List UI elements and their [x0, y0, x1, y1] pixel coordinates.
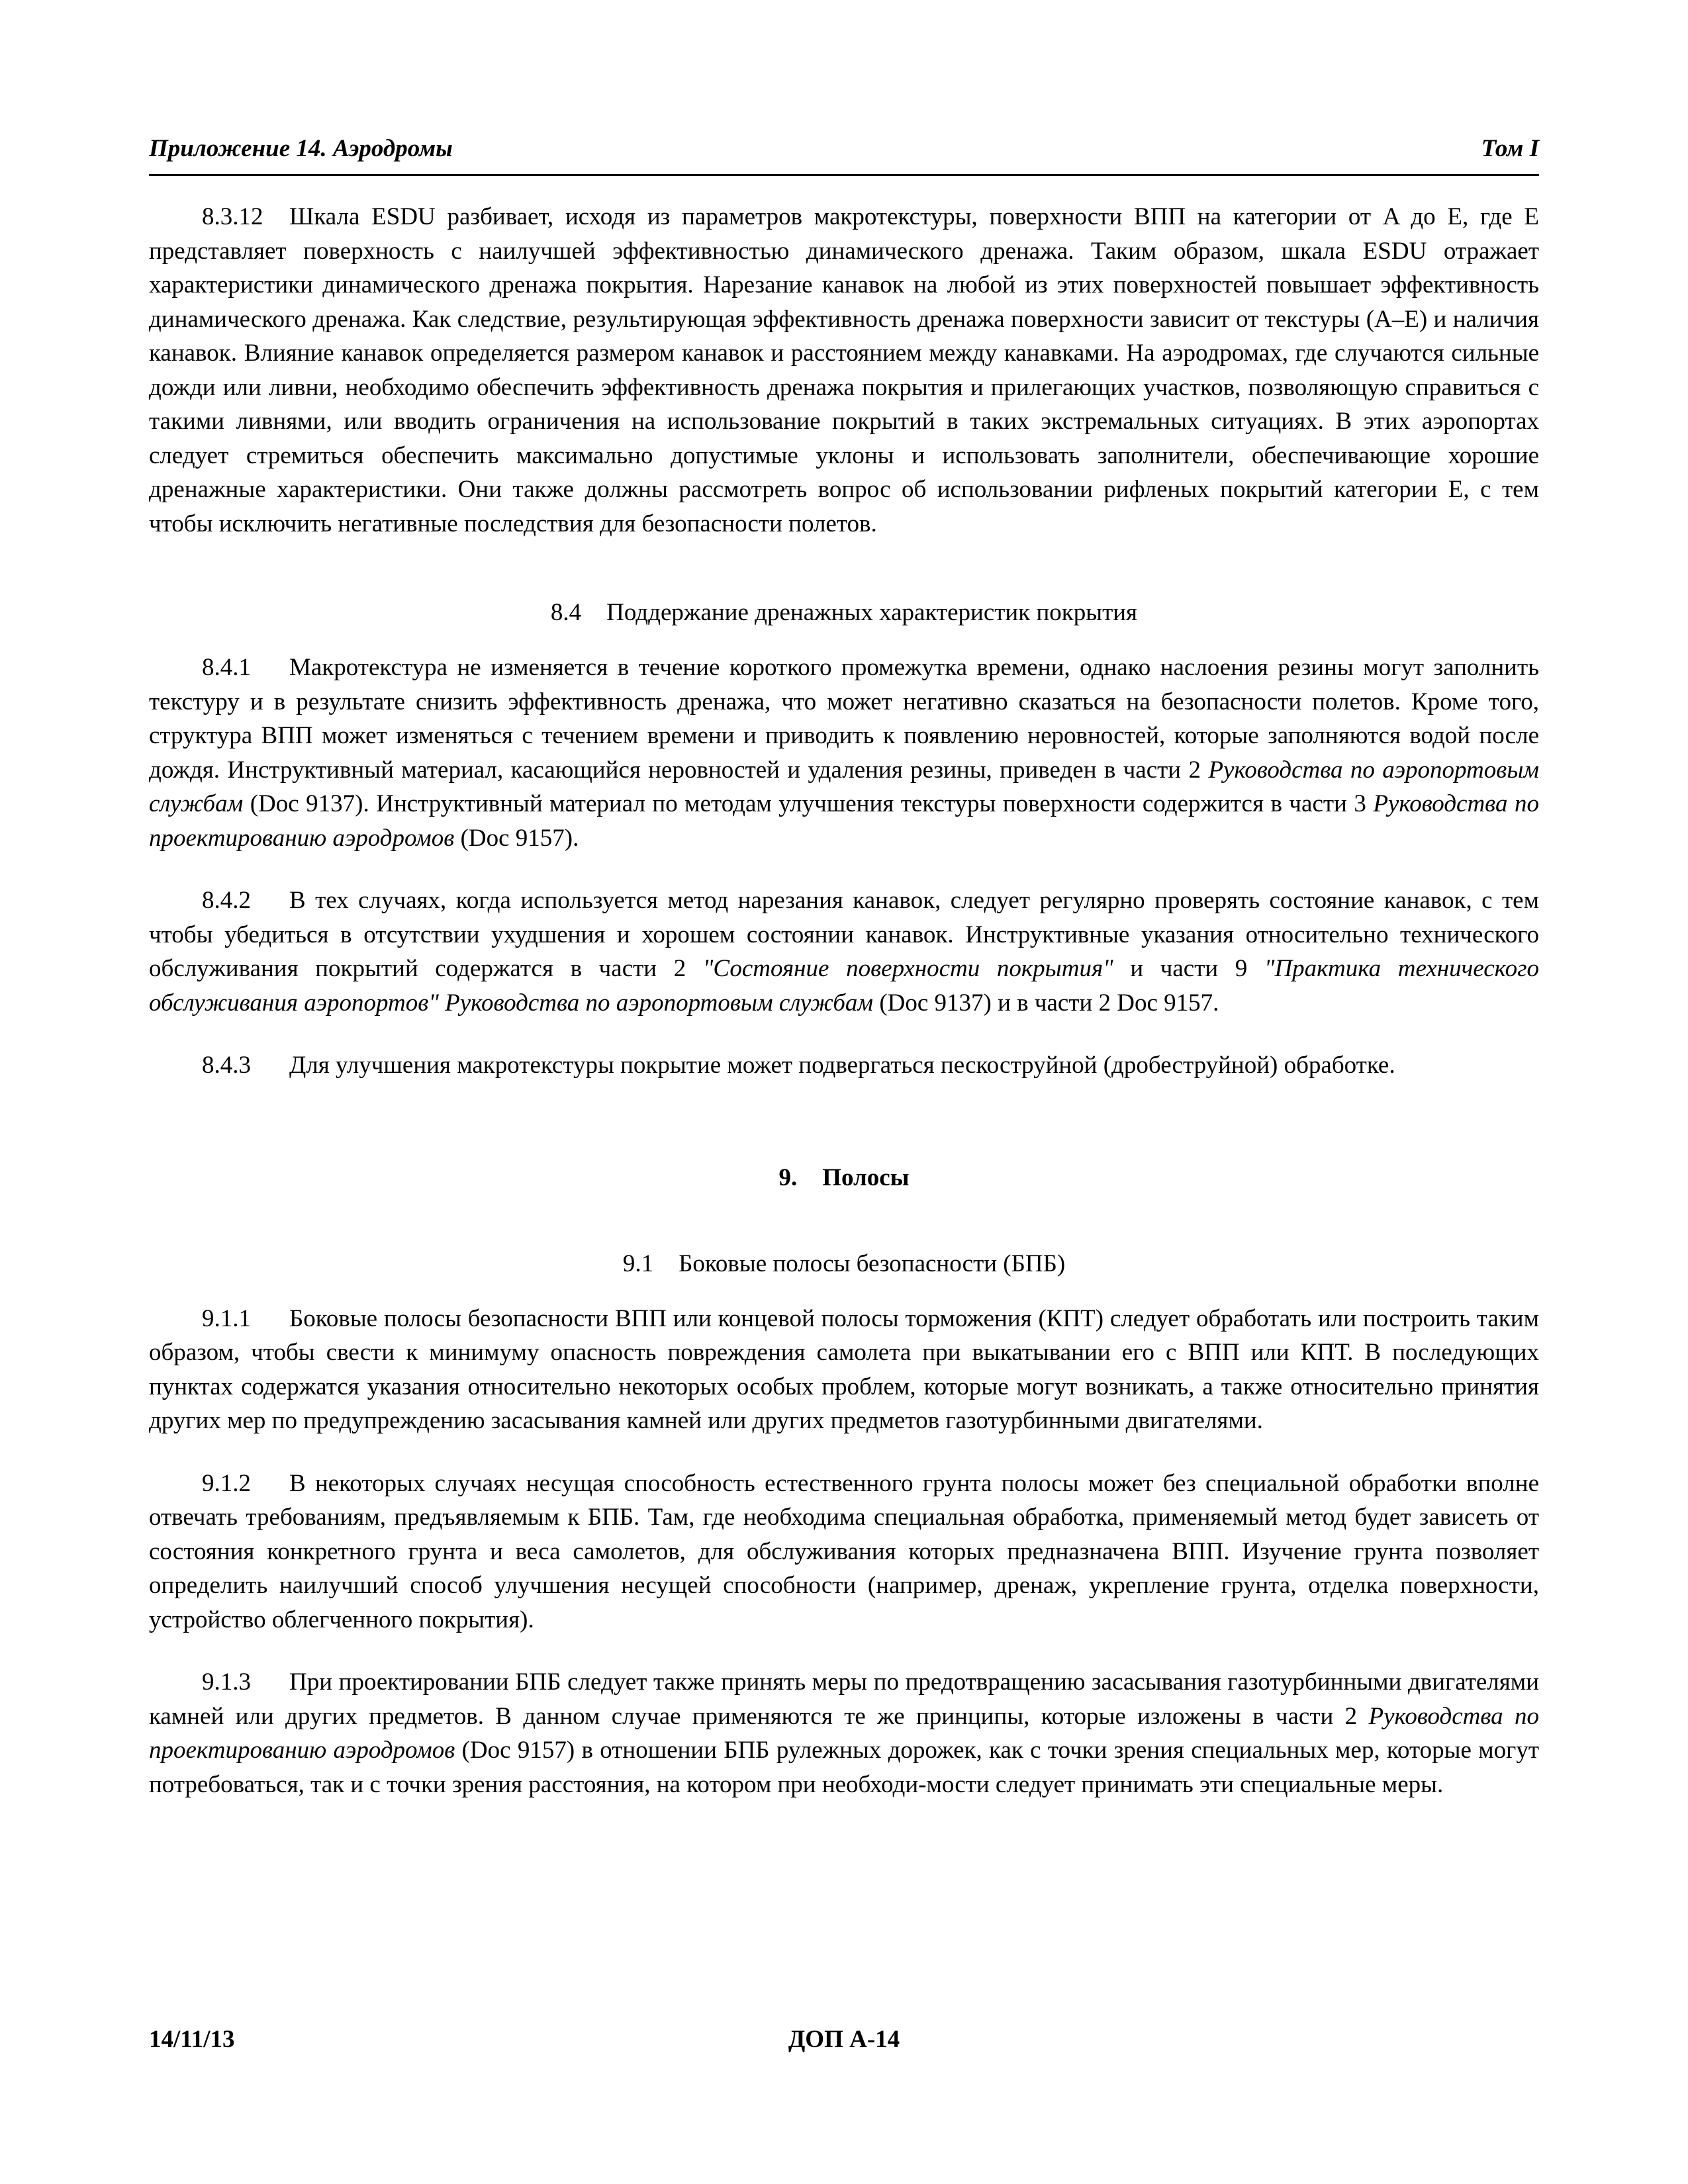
paragraph-text: При проектировании БПБ следует также принять меры по предотвращению засасывания газотурбинными двигателями камней или других предметов. В данном случае применяются те же принципы, которые изложены в части 2 [149, 1668, 1539, 1730]
subsection-heading-8-4 [149, 598, 1539, 627]
paragraph-number: 8.4.3 [202, 1052, 251, 1079]
paragraph-text: Шкала ESDU разбивает, исходя из параметров макротекстуры, поверхности ВПП на категории от A до E, где E представляет поверхность с наилучшей эффективностью динамического дренажа. Таким образом, шкала ESDU отражает характеристики динамического дренажа покрытия. Нарезание канавок на любой из этих поверхностей повышает эффективность динамического дренажа. Как следствие, результирующая эффективность дренажа поверхности зависит от текстуры (A–E) и наличия канавок. Влияние канавок определяется размером канавок и расстоянием между канавками. На аэродромах, где случаются сильные дожди или ливни, необходимо обеспечить эффективность дренажа покрытия и прилегающих участков, позволяющую справиться с такими ливнями, или вводить ограничения на использование покрытий в таких экстремальных ситуациях. В этих аэропортах следует стремиться обеспечить максимально допустимые уклоны и использовать заполнители, обеспечивающие хорошие дренажные характеристики. Они также должны рассмотреть вопрос об использовании рифленых покрытий категории E, с тем чтобы исключить негативные последствия для безопасности полетов. [149, 203, 1539, 537]
paragraph-8-3-12 [149, 200, 1539, 541]
paragraph-text: (Doc 9157). [454, 824, 579, 852]
footer-page-number: ДОП A-14 [788, 2026, 900, 2053]
document-reference: "Практика технического обслуживания аэропортов" Руководства по аэропортовым службам [149, 955, 1540, 1017]
heading-title: Боковые полосы безопасности (БПБ) [679, 1250, 1066, 1277]
footer-date: 14/11/13 [149, 2026, 235, 2053]
paragraph-text: (Doc 9137). Инструктивный материал по методам улучшения текстуры поверхности содержится в части 3 [243, 790, 1374, 817]
paragraph-text: В некоторых случаях несущая способность естественного грунта полосы может без специальной обработки вполне отвечать требованиям, предъявляемым к БПБ. Там, где необходима специальная обработка, применяемый метод будет зависеть от состояния конкретного грунта и веса самолетов, для обслуживания которых предназначена ВПП. Изучение грунта позволяет определить наилучший способ улучшения несущей способности (например, дренаж, укрепление грунта, отделка поверхности, устройство облегченного покрытия). [149, 1469, 1539, 1633]
document-reference: Руководства по проектированию аэродромов [149, 1702, 1539, 1764]
paragraph-9-1-3 [149, 1665, 1539, 1801]
document-reference: "Состояние поверхности покрытия" [702, 955, 1113, 982]
paragraph-text: Боковые полосы безопасности ВПП или концевой полосы торможения (КПТ) следует обработать или построить таким образом, чтобы свести к минимуму опасность повреждения самолета при выкатывании его с ВПП или КПТ. В последующих пунктах содержатся указания относительно некоторых особых проблем, которые могут возникать, а также относительно принятия других мер по предупреждению засасывания камней или других предметов газотурбинными двигателями. [149, 1304, 1539, 1434]
paragraph-8-4-3 [149, 1048, 1539, 1083]
paragraph-text: Для улучшения макротекстуры покрытие может подвергаться пескоструйной (дробеструйной) обработке. [289, 1052, 1395, 1079]
paragraph-number: 9.1.2 [202, 1469, 251, 1497]
paragraph-text: Макротекстура не изменяется в течение короткого промежутка времени, однако наслоения резины могут заполнить текстуру и в результате снизить эффективность дренажа, что может негативно сказаться на безопасности полетов. Кроме того, структура ВПП может изменяться с течением времени и приводить к появлению неровностей, которые заполняются водой после дождя. Инструктивный материал, касающийся неровностей и удаления резины, приведен в части 2 [149, 654, 1539, 784]
heading-number: 8.4 [550, 599, 582, 626]
paragraph-text: (Doc 9157) в отношении БПБ рулежных дорожек, как с точки зрения специальных мер, которые могут потребоваться, так и с точки зрения расстояния, на котором при необходи-мости следует принимать эти специальные меры. [149, 1737, 1539, 1798]
header-title: Приложение 14. Аэродромы [149, 135, 453, 162]
heading-number: 9.1 [622, 1250, 654, 1277]
running-header [149, 134, 1539, 176]
document-body [149, 200, 1539, 1801]
paragraph-9-1-2 [149, 1467, 1539, 1637]
heading-title: Поддержание дренажных характеристик покрытия [606, 599, 1138, 626]
subsection-heading-9-1 [149, 1250, 1539, 1278]
paragraph-number: 8.3.12 [202, 203, 263, 230]
heading-title: Полосы [822, 1163, 910, 1191]
document-reference: Руководства по аэропортовым службам [149, 756, 1540, 817]
paragraph-number: 8.4.2 [202, 887, 251, 914]
paragraph-text: и части 9 [1113, 955, 1264, 982]
paragraph-number: 9.1.3 [202, 1668, 251, 1696]
heading-number: 9. [778, 1163, 798, 1191]
paragraph-number: 8.4.1 [202, 654, 251, 681]
paragraph-8-4-2 [149, 884, 1539, 1020]
paragraph-9-1-1 [149, 1302, 1539, 1438]
paragraph-8-4-1 [149, 651, 1539, 855]
paragraph-text: В тех случаях, когда используется метод нарезания канавок, следует регулярно проверять состояние канавок, с тем чтобы убедиться в отсутствии ухудшения и хорошем состоянии канавок. Инструктивные указания относительно технического обслуживания покрытий содержатся в части 2 [149, 887, 1539, 982]
document-reference: Руководства по проектированию аэродромов [149, 790, 1539, 852]
paragraph-text: (Doc 9137) и в части 2 Doc 9157. [873, 989, 1219, 1017]
header-volume: Том I [1481, 135, 1539, 162]
paragraph-number: 9.1.1 [202, 1304, 251, 1332]
section-heading-9 [149, 1163, 1539, 1192]
